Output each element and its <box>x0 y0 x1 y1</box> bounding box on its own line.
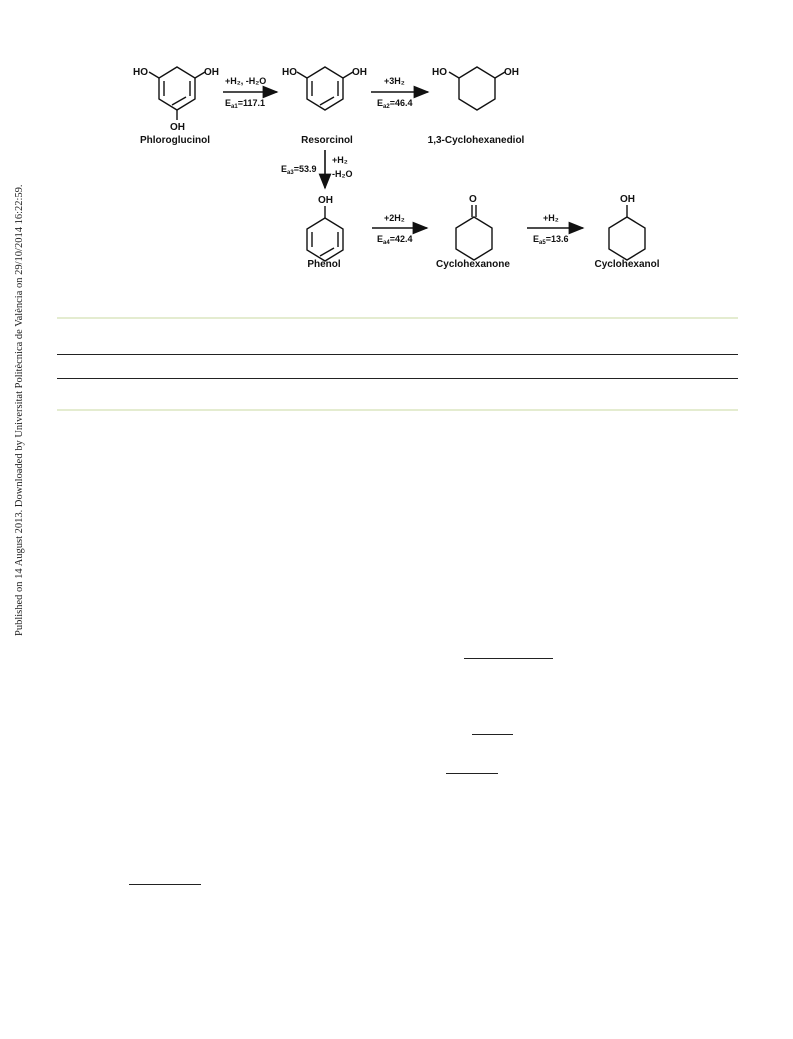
activation-energy-label: $E_{a4}=42.4$ <box>377 234 413 246</box>
fraction-bar <box>472 734 513 735</box>
hydroxyl-label: OH <box>204 67 219 78</box>
phenol-structure <box>307 195 343 261</box>
hydroxyl-label: OH <box>352 67 367 78</box>
hydroxyl-label: OH <box>504 67 519 78</box>
compound-name-cyclohexanone: Cyclohexanone <box>436 259 510 270</box>
activation-energy-label: $E_{a5}=13.6$ <box>533 234 569 246</box>
table-body-rule <box>57 378 738 379</box>
activation-energy-label: $E_{a1}=117.1$ <box>225 98 265 110</box>
hydroxyl-label: HO <box>282 67 297 78</box>
cyclohexanone-structure <box>456 194 492 260</box>
reaction-reagent: +H₂ <box>332 155 348 165</box>
compound-name-cyclohexanol: Cyclohexanol <box>594 259 660 270</box>
fraction-bar <box>464 658 553 659</box>
hydroxyl-label: OH <box>170 122 185 133</box>
reaction-reagent: +H₂, -H₂O <box>225 76 267 86</box>
compound-name-resorcinol: Resorcinol <box>301 135 353 146</box>
activation-energy-label: $E_{a3}=53.9$ <box>281 164 317 176</box>
reaction-scheme <box>0 0 793 300</box>
hydroxyl-label: OH <box>620 194 635 205</box>
footnote-rule <box>129 884 201 885</box>
activation-energy-label: $E_{a2}=46.4$ <box>377 98 413 110</box>
table-bottom-rule <box>57 409 738 411</box>
compound-name-phloroglucinol: Phloroglucinol <box>140 135 210 146</box>
hydroxyl-label: HO <box>432 67 447 78</box>
hydroxyl-label: HO <box>133 67 148 78</box>
reaction-reagent: +3H₂ <box>384 76 405 86</box>
fraction-bar <box>446 773 498 774</box>
carbonyl-oxygen-label: O <box>469 194 477 205</box>
hydroxyl-label: OH <box>318 195 333 206</box>
reaction-reagent: -H₂O <box>332 169 353 179</box>
compound-name-cyclohexanediol: 1,3-Cyclohexanediol <box>427 135 525 146</box>
resorcinol-structure <box>282 67 367 110</box>
table-header-rule <box>57 354 738 355</box>
table-top-rule <box>57 317 738 319</box>
reaction-reagent: +2H₂ <box>384 213 405 223</box>
cyclohexanediol-structure <box>432 67 519 110</box>
publication-side-note: Published on 14 August 2013. Downloaded by Universitat Politècnica de València on 29/10/2014 16:22:59. <box>14 184 25 636</box>
cyclohexanol-structure <box>609 194 645 260</box>
compound-name-phenol: Phenol <box>307 259 341 270</box>
reaction-reagent: +H₂ <box>543 213 559 223</box>
phloroglucinol-structure <box>133 67 219 133</box>
